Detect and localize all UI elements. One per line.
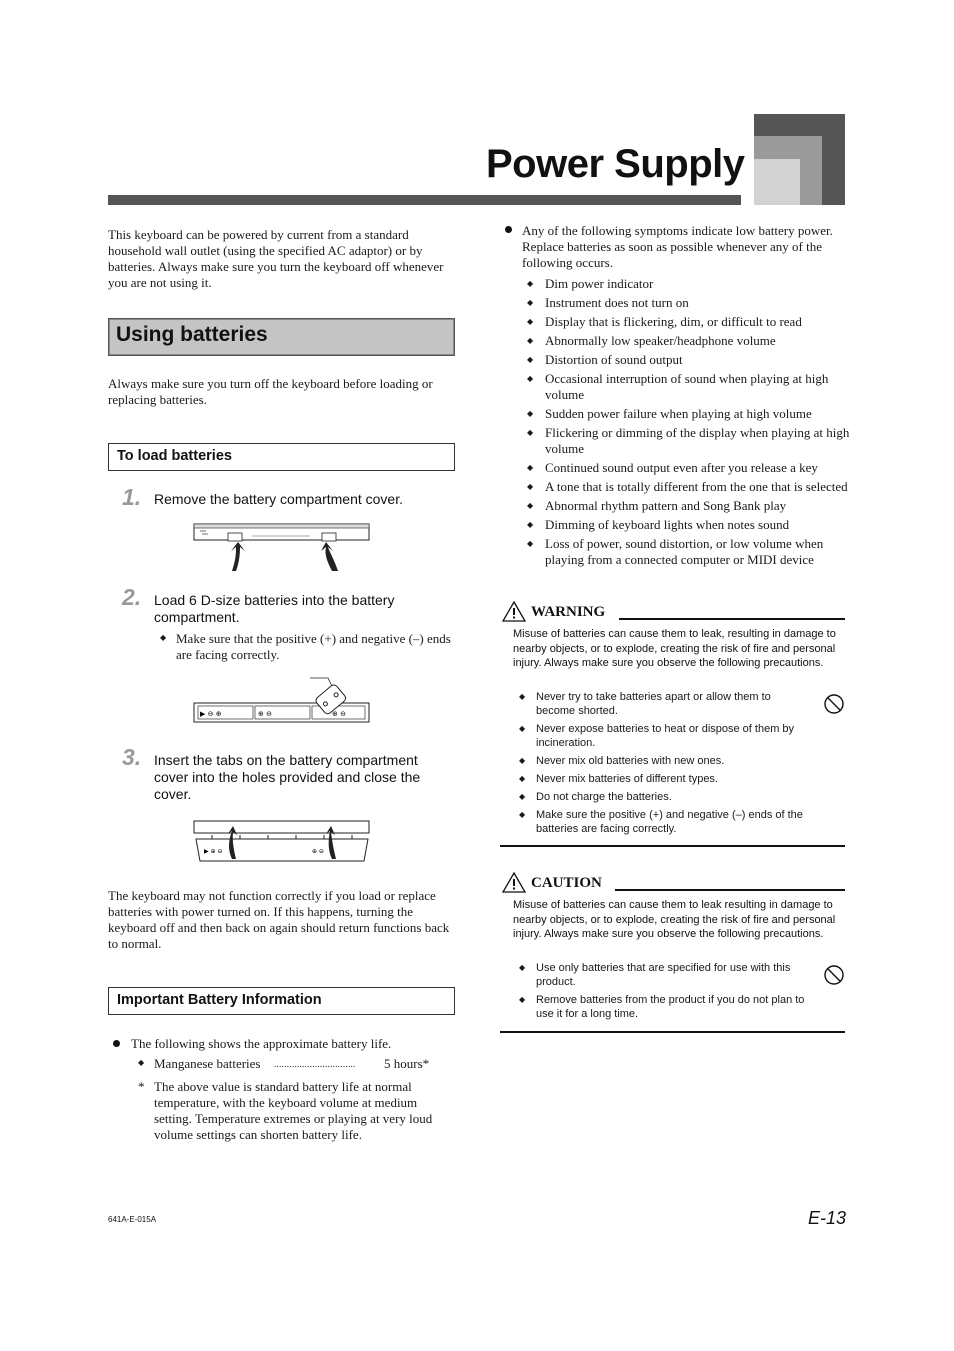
diamond-bullet-icon: ◆	[519, 724, 526, 733]
caution-heading-line	[615, 889, 845, 891]
svg-text:⊕ ⊖: ⊕ ⊖	[332, 710, 346, 718]
diamond-bullet-icon: ◆	[527, 374, 534, 383]
list-item: ◆ Never expose batteries to heat or dispose of them by incineration.	[519, 723, 795, 749]
title-underline-bar	[108, 195, 741, 205]
battery-life-intro: The following shows the approximate battery life.	[131, 1036, 392, 1051]
subsection-title-load: To load batteries	[117, 448, 232, 464]
list-item: ◆ Do not charge the batteries.	[519, 791, 672, 803]
diamond-bullet-icon: ◆	[519, 792, 526, 801]
diamond-bullet-icon: ◆	[160, 633, 167, 642]
diamond-bullet-icon: ◆	[519, 963, 526, 972]
battery-life-leader: ................................	[274, 1059, 356, 1069]
title-decoration-light	[754, 159, 800, 205]
svg-text:⊕ ⊖: ⊕ ⊖	[312, 848, 324, 855]
prohibited-icon	[823, 693, 845, 715]
diamond-bullet-icon: ◆	[527, 463, 534, 472]
caution-bottom-rule	[500, 1031, 845, 1033]
step-number: 3.	[122, 744, 142, 770]
list-item: ◆ Dim power indicator	[527, 276, 654, 291]
list-item: ◆ Abnormally low speaker/headphone volume	[527, 333, 776, 348]
list-item: ◆ Display that is flickering, dim, or difficult to read	[527, 314, 802, 329]
remove-cover-illustration	[192, 519, 372, 574]
list-item: ◆ Abnormal rhythm pattern and Song Bank play	[527, 498, 787, 513]
diamond-bullet-icon: ◆	[527, 539, 534, 548]
symptoms-lead: Any of the following symptoms indicate low battery power. Replace batteries as soon as possible whenever any of the following occurs.	[522, 223, 833, 270]
list-item: ◆ Flickering or dimming of the display when playing at high volume	[527, 425, 850, 456]
symptom-list	[527, 276, 857, 571]
diamond-bullet-icon: ◆	[138, 1058, 145, 1067]
diamond-bullet-icon: ◆	[527, 355, 534, 364]
step-number: 1.	[122, 484, 142, 510]
caution-heading: CAUTION	[531, 875, 602, 891]
list-item: ◆ Occasional interruption of sound when playing at high volume	[527, 371, 829, 402]
close-cover-illustration	[192, 817, 372, 865]
step-number: 2.	[122, 584, 142, 610]
diamond-bullet-icon: ◆	[527, 501, 534, 510]
diamond-bullet-icon: ◆	[519, 756, 526, 765]
list-item: ◆ Never mix old batteries with new ones.	[519, 755, 725, 767]
list-item: ◆ Sudden power failure when playing at high volume	[527, 406, 812, 421]
diamond-bullet-icon: ◆	[519, 774, 526, 783]
warning-list	[519, 690, 809, 840]
diamond-bullet-icon: ◆	[519, 810, 526, 819]
section-intro: Always make sure you turn off the keyboard before loading or replacing batteries.	[108, 376, 433, 407]
list-item: ◆ Continued sound output even after you release a key	[527, 460, 818, 475]
page-number: E-13	[808, 1208, 847, 1228]
list-item: ◆ Dimming of keyboard lights when notes sound	[527, 517, 790, 532]
load-note-paragraph: The keyboard may not function correctly if you load or replace batteries with power turned on. If this happens, turning the keyboard off and then back on again should return functions back to normal.	[108, 888, 450, 951]
list-item: ◆ Never mix batteries of different types.	[519, 773, 718, 785]
page-title: Power Supply	[486, 142, 745, 186]
document-code: 641A-E-015A	[108, 1215, 157, 1224]
list-item: ◆ Distortion of sound output	[527, 352, 683, 367]
step-text: Insert the tabs on the battery compartment cover into the holes provided and close the cover.	[154, 752, 421, 802]
prohibited-icon	[823, 964, 845, 986]
warning-body: Misuse of batteries can cause them to leak, resulting in damage to nearby objects, or to explode, creating the risk of fire and personal injury. Always make sure you observe the following precautions.	[513, 628, 836, 669]
battery-life-label: Manganese batteries	[154, 1056, 261, 1071]
list-item: ◆ Never try to take batteries apart or allow them to become shorted.	[519, 691, 771, 717]
list-item: ◆ Make sure the positive (+) and negative (–) ends of the batteries are facing correctly.	[519, 809, 803, 835]
bullet-dot-icon	[113, 1040, 120, 1047]
diamond-bullet-icon: ◆	[527, 482, 534, 491]
subsection-title-battery-info: Important Battery Information	[117, 992, 322, 1008]
svg-text:▶ ⊕ ⊖: ▶ ⊕ ⊖	[204, 848, 223, 855]
svg-text:⊕ ⊖: ⊕ ⊖	[258, 710, 272, 718]
caution-body: Misuse of batteries can cause them to leak resulting in damage to nearby objects, or to explode, creating the risk of fire and personal injury. Always make sure you observe the following precautions.	[513, 899, 836, 940]
svg-text:▶ ⊖ ⊕: ▶ ⊖ ⊕	[200, 710, 222, 718]
step-text: Remove the battery compartment cover.	[154, 491, 403, 507]
diamond-bullet-icon: ◆	[527, 520, 534, 529]
diamond-bullet-icon: ◆	[527, 279, 534, 288]
list-item: ◆ Remove batteries from the product if you do not plan to use it for a long time.	[519, 994, 805, 1020]
battery-life-value: 5 hours*	[384, 1056, 430, 1071]
diamond-bullet-icon: ◆	[527, 336, 534, 345]
footnote-asterisk: *	[138, 1079, 145, 1094]
list-item: ◆ Loss of power, sound distortion, or low volume when playing from a connected computer or MIDI device	[527, 536, 824, 567]
warning-triangle-icon	[502, 601, 526, 622]
diamond-bullet-icon: ◆	[527, 409, 534, 418]
diamond-bullet-icon: ◆	[527, 317, 534, 326]
battery-life-footnote: The above value is standard battery life at normal temperature, with the keyboard volume at medium setting. Temperature extremes or playing at very loud volume settings can shorten battery life.	[154, 1079, 433, 1142]
diamond-bullet-icon: ◆	[527, 428, 534, 437]
intro-paragraph: This keyboard can be powered by current from a standard household wall outlet (using the specified AC adaptor) or by batteries. Always make sure you turn the keyboard off whenever you are not using it.	[108, 227, 444, 290]
list-item: ◆ A tone that is totally different from the one that is selected	[527, 479, 848, 494]
warning-heading: WARNING	[531, 604, 606, 620]
section-heading: Using batteries	[116, 323, 268, 346]
bullet-dot-icon	[505, 226, 512, 233]
step-note: Make sure that the positive (+) and negative (–) ends are facing correctly.	[176, 631, 451, 662]
step-text: Load 6 D-size batteries into the battery compartment.	[154, 592, 395, 625]
diamond-bullet-icon: ◆	[527, 298, 534, 307]
caution-list	[519, 961, 809, 1025]
list-item: ◆ Instrument does not turn on	[527, 295, 689, 310]
diamond-bullet-icon: ◆	[519, 995, 526, 1004]
warning-heading-line	[619, 618, 845, 620]
list-item: ◆ Use only batteries that are specified for use with this product.	[519, 962, 791, 988]
load-batteries-illustration	[192, 676, 372, 726]
diamond-bullet-icon: ◆	[519, 692, 526, 701]
warning-triangle-icon	[502, 872, 526, 893]
warning-bottom-rule	[500, 845, 845, 847]
